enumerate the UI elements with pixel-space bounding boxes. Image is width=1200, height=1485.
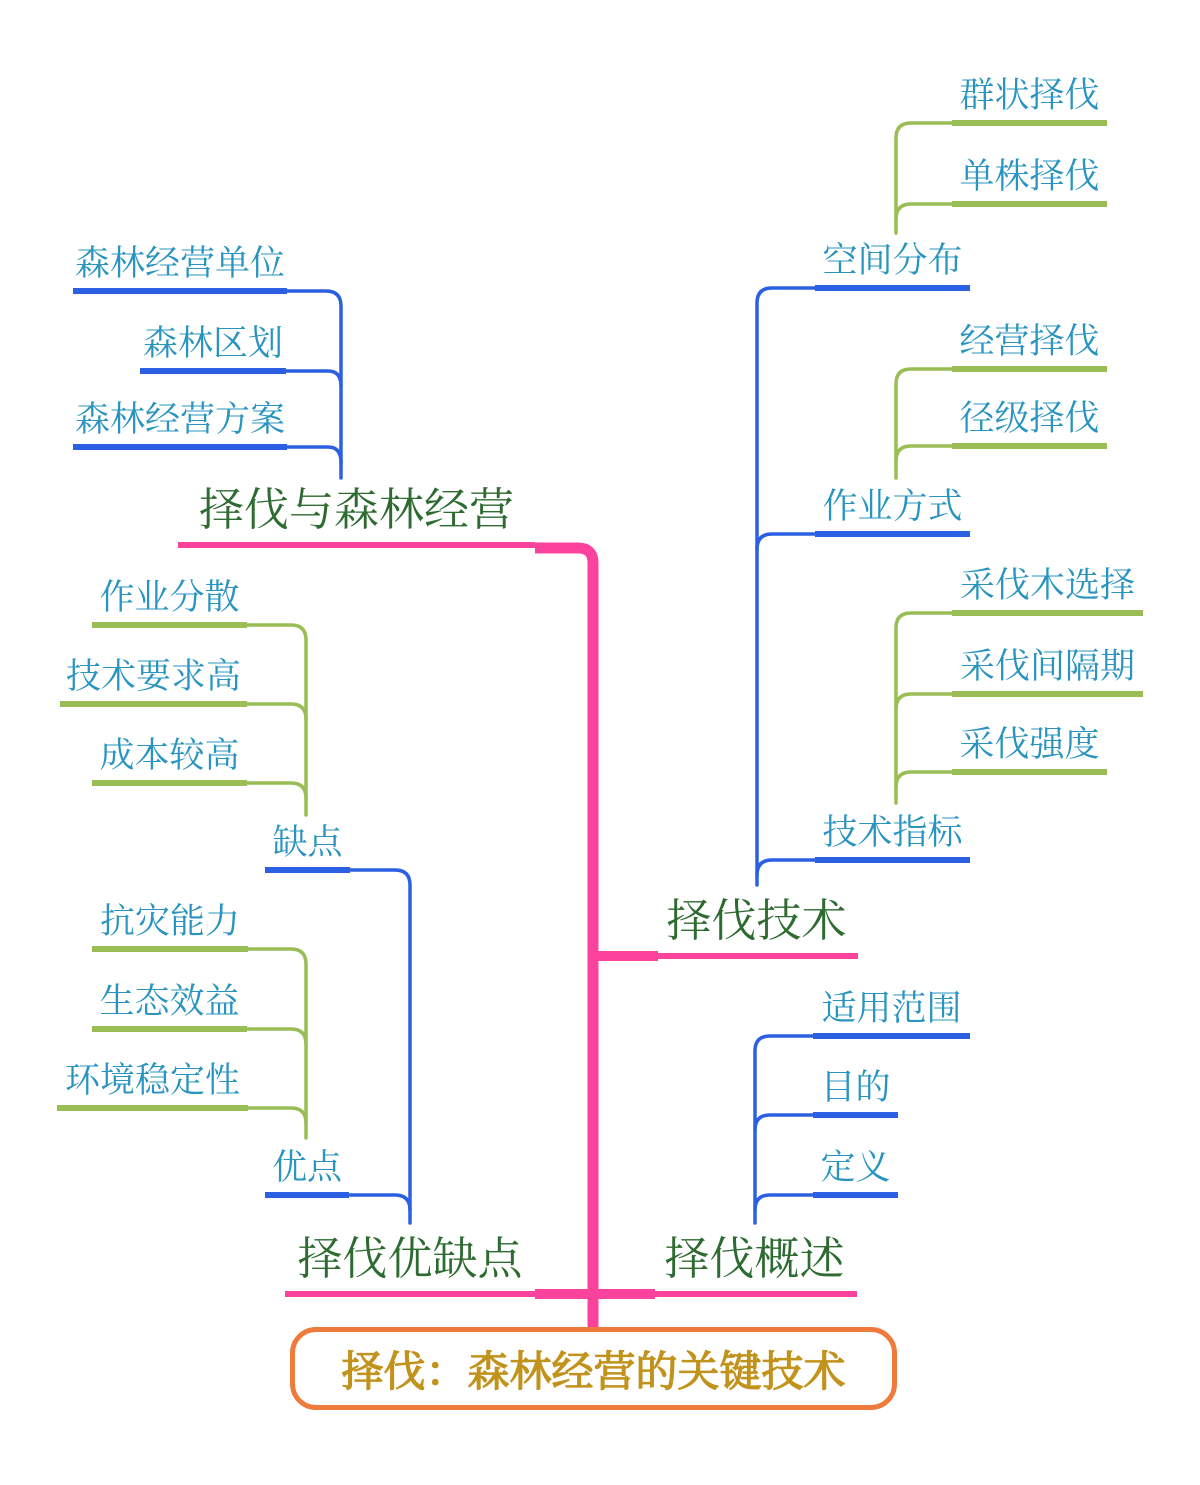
node-single-tree-selection-cutting[interactable]: 单株择伐 — [952, 159, 1107, 207]
node-ecological-benefits[interactable]: 生态效益 — [92, 984, 247, 1032]
connector-purpose — [755, 1115, 813, 1130]
connector-advantages — [350, 1195, 410, 1210]
trunk-line — [535, 548, 593, 1327]
connector-higher-costs — [247, 783, 306, 798]
node-cutting-cycle[interactable]: 采伐间隔期 — [952, 649, 1143, 697]
node-definition[interactable]: 定义 — [813, 1150, 898, 1198]
branch-pros-and-cons[interactable]: 择伐优缺点 — [285, 1235, 535, 1297]
node-higher-costs[interactable]: 成本较高 — [92, 738, 247, 786]
node-forest-management-unit[interactable]: 森林经营单位 — [73, 246, 287, 294]
connector-spatial-children — [896, 123, 952, 233]
node-technical-indicators[interactable]: 技术指标 — [815, 815, 970, 863]
connector-mode-children — [896, 369, 952, 478]
connector-definition — [755, 1195, 813, 1210]
node-forest-management-plan[interactable]: 森林经营方案 — [73, 402, 287, 450]
connector-technology-group — [757, 288, 815, 885]
connector-cutting-intensity — [896, 772, 952, 787]
node-operation-mode[interactable]: 作业方式 — [815, 489, 970, 537]
node-disadvantages[interactable]: 缺点 — [265, 825, 350, 873]
connector-disadvantage-children — [247, 625, 306, 815]
root-topic[interactable]: 择伐：森林经营的关键技术 — [290, 1327, 897, 1410]
connector-high-tech-req — [247, 704, 306, 719]
node-dispersed-operations[interactable]: 作业分散 — [92, 580, 247, 628]
trunk-connectors — [535, 548, 658, 1327]
connector-environmental-stability — [248, 1108, 306, 1123]
connector-cutting-cycle — [896, 694, 952, 709]
branch-selective-cutting-technology[interactable]: 择伐技术 — [655, 897, 858, 959]
node-harvest-tree-selection[interactable]: 采伐木选择 — [952, 568, 1143, 616]
connector-pros-cons-group — [350, 870, 410, 1223]
node-diameter-class-selection-cutting[interactable]: 径级择伐 — [952, 401, 1107, 449]
node-disaster-resistance[interactable]: 抗灾能力 — [92, 904, 248, 952]
node-cutting-intensity[interactable]: 采伐强度 — [952, 727, 1107, 775]
node-spatial-distribution[interactable]: 空间分布 — [815, 243, 970, 291]
node-advantages[interactable]: 优点 — [265, 1150, 349, 1198]
connector-forest-zoning — [287, 371, 341, 386]
connector-forest-plan — [287, 447, 341, 462]
node-management-selection-cutting[interactable]: 经营择伐 — [952, 324, 1107, 372]
blue-connectors — [287, 288, 815, 1223]
branch-selective-cutting-and-forest-management[interactable]: 择伐与森林经营 — [178, 486, 535, 548]
node-application-scope[interactable]: 适用范围 — [813, 991, 970, 1039]
connector-single-tree — [896, 204, 952, 219]
node-environmental-stability[interactable]: 环境稳定性 — [57, 1063, 248, 1111]
connector-forest-mgmt-group — [287, 291, 341, 478]
node-high-technical-requirements[interactable]: 技术要求高 — [60, 659, 247, 707]
node-group-selection-cutting[interactable]: 群状择伐 — [952, 78, 1107, 126]
connector-ecological-benefits — [248, 1029, 306, 1044]
connector-technical-indicators — [757, 860, 815, 875]
node-purpose[interactable]: 目的 — [813, 1070, 898, 1118]
node-forest-zoning[interactable]: 森林区划 — [140, 326, 286, 374]
connector-operation-mode — [757, 534, 815, 549]
branch-overview[interactable]: 择伐概述 — [652, 1235, 857, 1297]
connector-diameter-class — [896, 446, 952, 461]
